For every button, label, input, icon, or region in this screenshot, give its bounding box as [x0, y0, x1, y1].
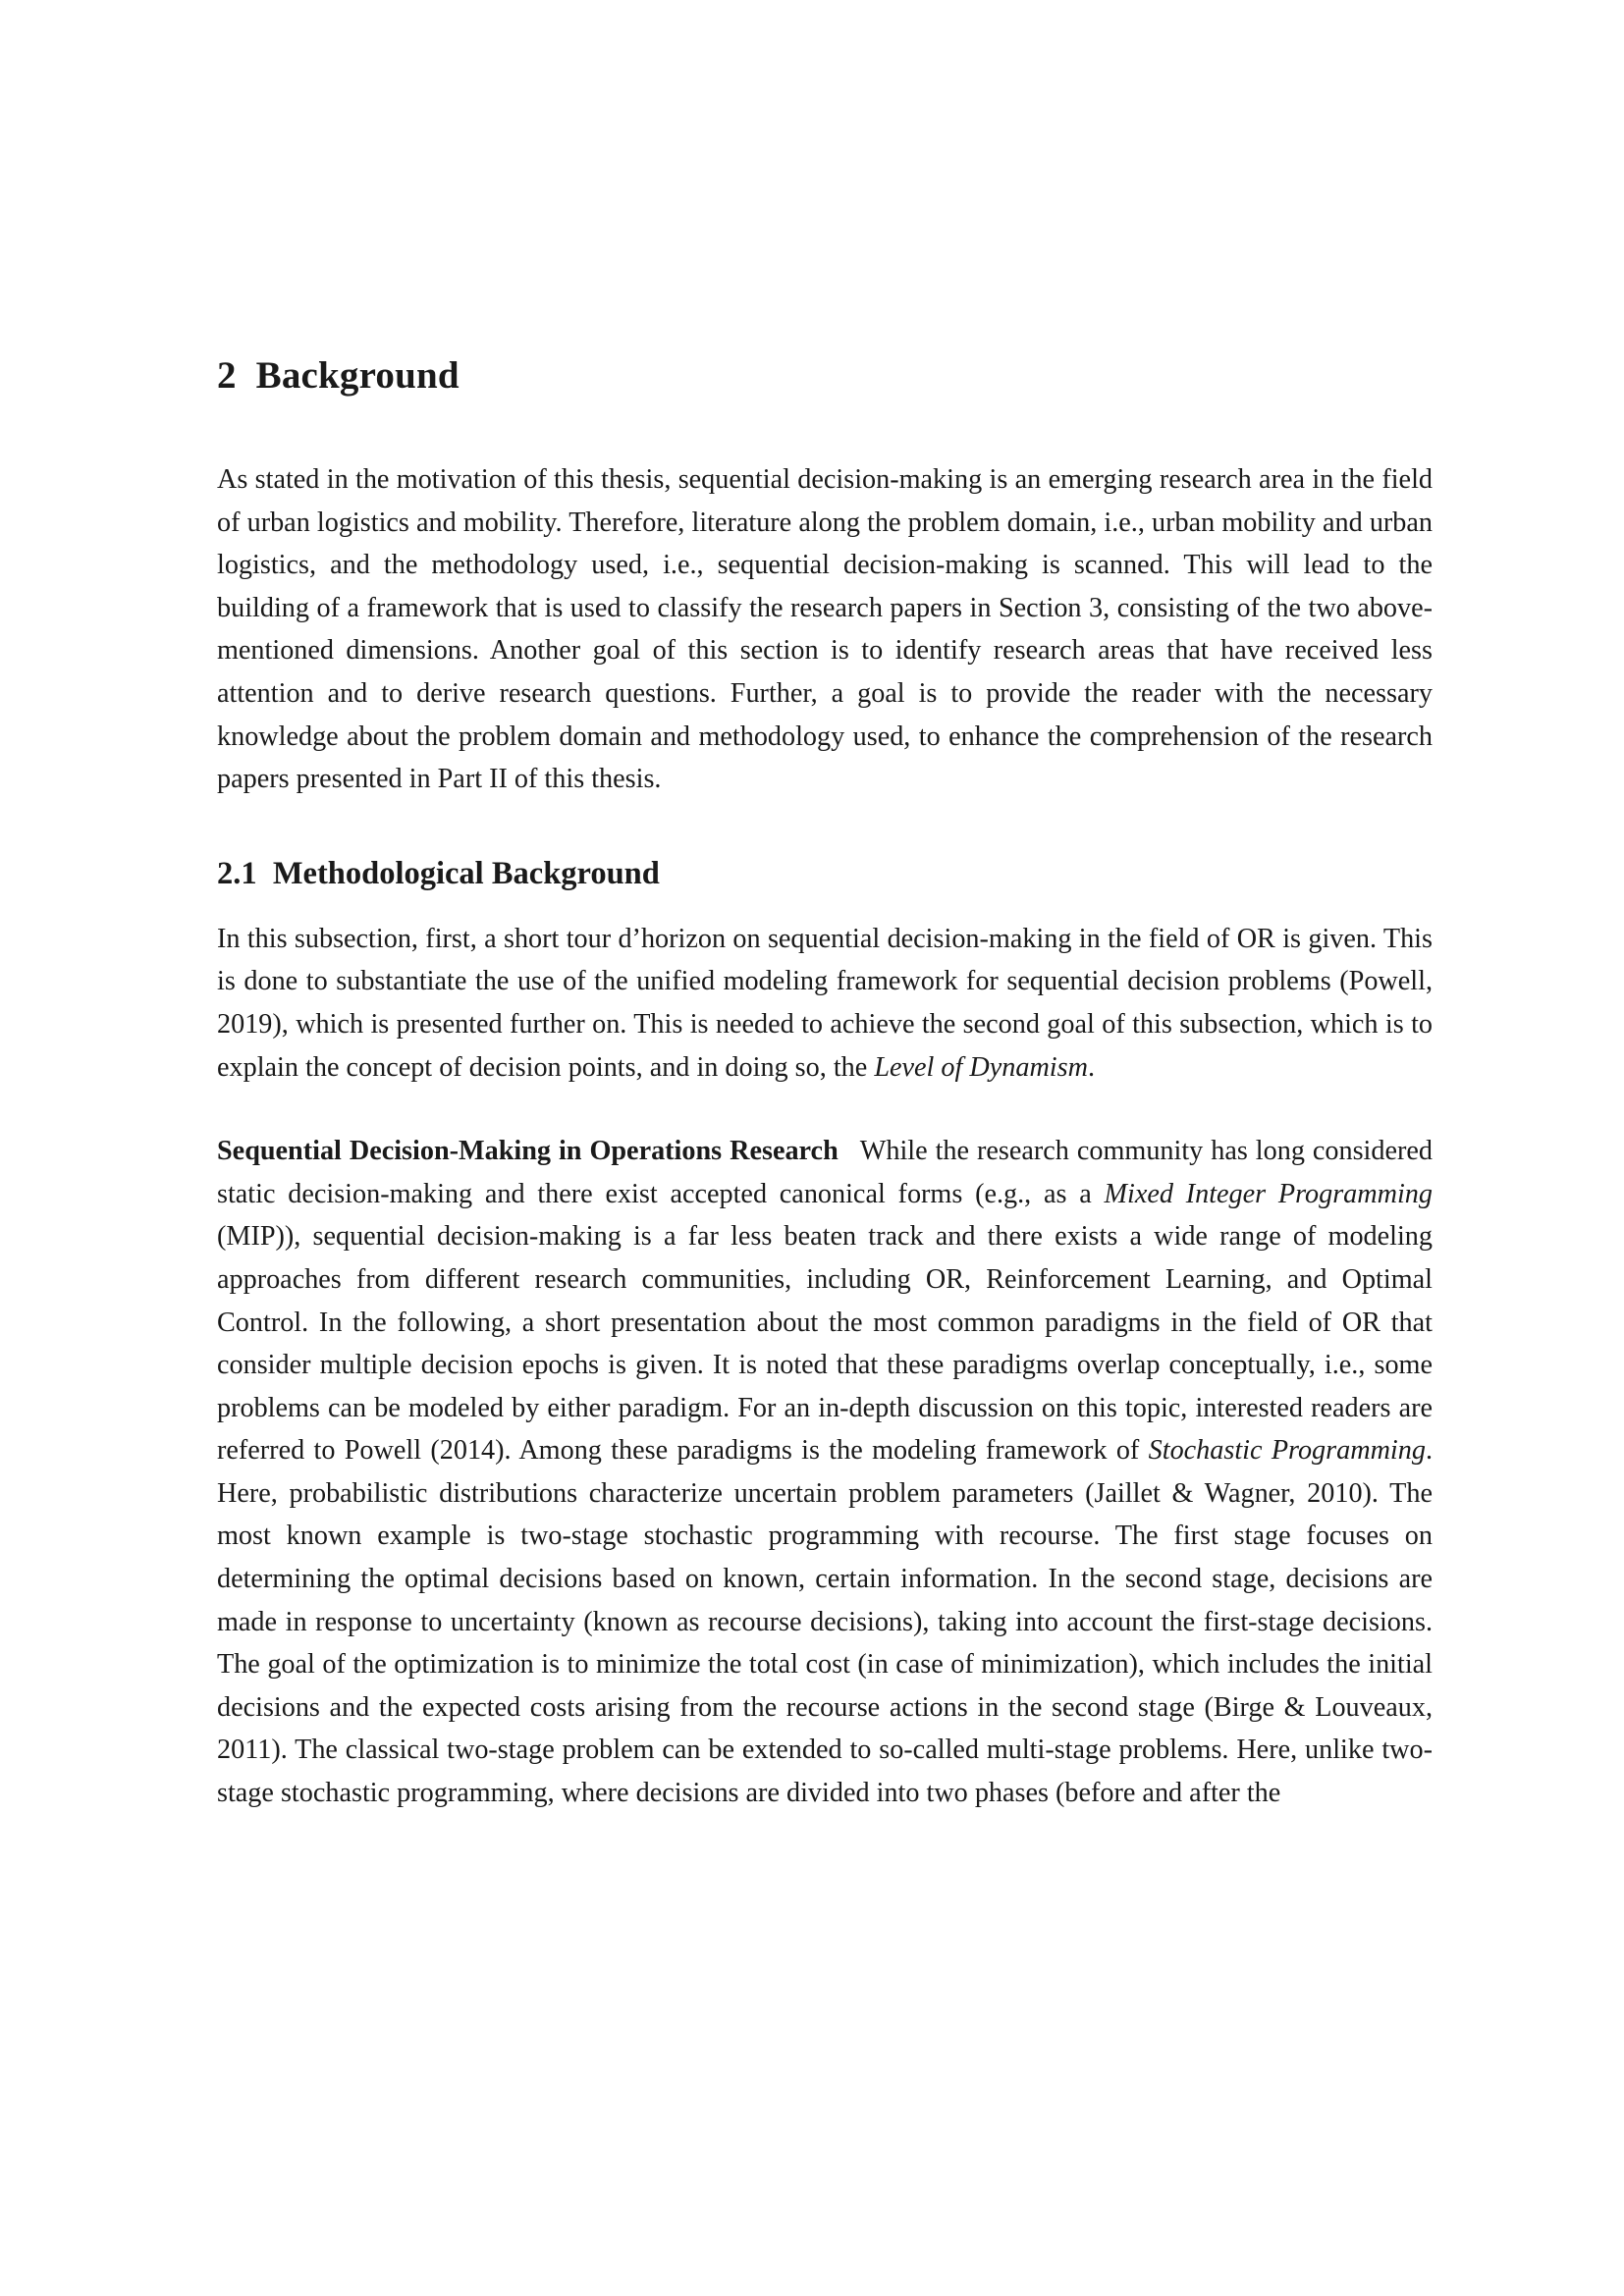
chapter-title: Background [255, 354, 460, 397]
subsection-text-1: While the research community has long considered static decision-making and there exist accepted canonical forms (e.g., as a [217, 1136, 1433, 1209]
chapter-heading [217, 353, 1433, 398]
section-heading [217, 856, 1433, 892]
subsection-text-2: (MIP)), sequential decision-making is a far less beaten track and there exists a wide range of modeling approaches from different research communities, including OR, Reinforcement Learning, and Optimal Control. In the following, a short presentation about the most common paradigms in the field of OR that consider multiple decision epochs is given. It is noted that these paradigms overlap conceptually, i.e., some problems can be modeled by either paradigm. For an in-depth discussion on this topic, interested readers are referred to Powell (2014). Among these paradigms is the modeling framework of [217, 1221, 1433, 1467]
section-paragraph-text: In this subsection, first, a short tour d’horizon on sequential decision-making in the field of OR is given. This is done to substantiate the use of the unified modeling framework for sequential decision problems (Powell, 2019), which is presented further on. This is needed to achieve the second goal of this subsection, which is to explain the concept of decision points, and in doing so, the [217, 923, 1433, 1083]
mip-term: Mixed Integer Programming [1104, 1178, 1433, 1209]
section-paragraph [217, 918, 1433, 1089]
chapter-number: 2 [217, 354, 237, 397]
stochastic-programming-term: Stochastic Programming [1148, 1435, 1426, 1467]
runin-heading: Sequential Decision-Making in Operations Research [217, 1136, 839, 1167]
subsection-text-3: . Here, probabilistic distributions characterize uncertain problem parameters (Jaillet & Wagner, 2010). The most known example is two-stage stochastic programming with recourse. The first stage focuses on determining the optimal decisions based on known, certain information. In the second stage, decisions are made in response to uncertainty (known as recourse decisions), taking into account the first-stage decisions. The goal of the optimization is to minimize the total cost (in case of minimization), which includes the initial decisions and the expected costs arising from the recourse actions in the second stage (Birge & Louveaux, 2011). The classical two-stage problem can be extended to so-called multi-stage problems. Here, unlike two-stage stochastic programming, where decisions are divided into two phases (before and after the [217, 1435, 1433, 1809]
section-paragraph-end: . [1087, 1051, 1096, 1083]
section-number: 2.1 [217, 855, 257, 891]
document-page [217, 353, 1433, 1815]
subsection-paragraph [217, 1130, 1433, 1815]
intro-paragraph: As stated in the motivation of this thesis, sequential decision-making is an emerging research area in the field of urban logistics and mobility. Therefore, literature along the problem domain, i.e., urban mobility and urban logistics, and the methodology used, i.e., sequential decision-making is scanned. This will lead to the building of a framework that is used to classify the research papers in Section 3, consisting of the two above-mentioned dimensions. Another goal of this section is to identify research areas that have received less attention and to derive research questions. Further, a goal is to provide the reader with the necessary knowledge about the problem domain and methodology used, to enhance the comprehension of the research papers presented in Part II of this thesis. [217, 464, 1433, 795]
section-title: Methodological Background [272, 855, 660, 891]
level-of-dynamism-term: Level of Dynamism [874, 1051, 1088, 1083]
